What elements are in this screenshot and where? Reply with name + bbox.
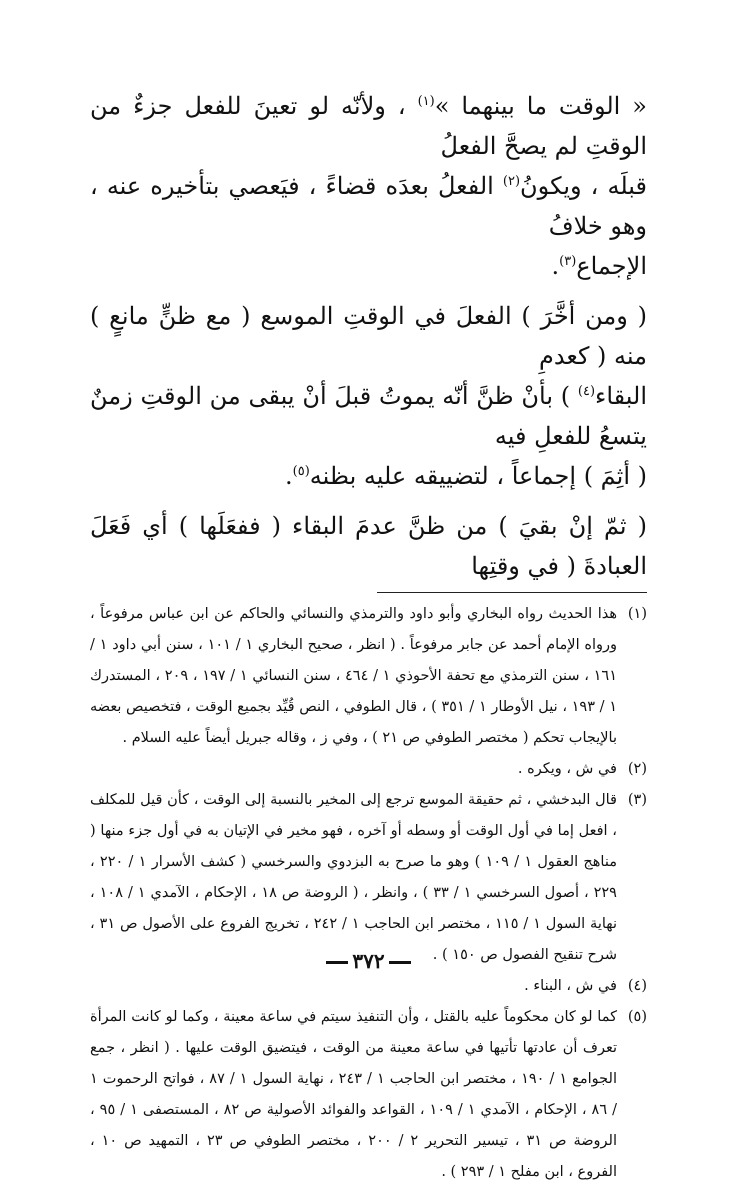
footnote-number: (٤) [627,978,647,994]
main-line: ( ومن أخَّرَ ) الفعلَ في الوقتِ الموسع ( مع ظنٍّ مانعٍ ) منه ( كعدمِ [90,302,647,370]
footnote-separator [377,592,647,593]
footnote [90,785,647,971]
main-line: البقاء$^{(٤)}$ ) بأنْ ظنَّ أنّه يموتُ قبلَ أنْ يبقى من الوقتِ زمنٌ يتسعُ للفعلِ فيه [90,382,647,450]
footnote-ref: (٤) [577,384,596,399]
footnote-text: كما لو كان محكوماً عليه بالقتل ، وأن التنفيذ سيتم في ساعة معينة ، وكما لو كانت المرأة تعرف أن عادتها تأتيها في ساعة معينة من الوقت ، فيتضيق الوقت عليها . ( انظر ، جمع الجوامع ١ / ١٩٠ ، مختصر ابن الحاجب ١ / ٢٤٣ ، نهاية السول ١ / ٨٧ ، فواتح الرحموت ١ / ٨٦ ، الإحكام ، الآمدي ١ / ١٠٩ ، القواعد والفوائد الأصولية ص ٨٢ ، المستصفى ١ / ٩٥ ، الروضة ص ٣١ ، تيسير التحرير ٢ / ٢٠٠ ، مختصر الطوفي ص ٢٣ ، التمهيد ص ١٠ ، الفروع ، ابن مفلح ١ / ٢٩٣ ) . [90,1009,618,1180]
main-line: الإجماع$^{(٣)}$. [551,252,647,280]
main-line: قبلَه ، ويكونُ$^{(٢)}$ الفعلُ بعدَه قضاءً ، فيَعصي بتأخيره عنه ، وهو خلافُ [90,172,648,240]
footnote-text: قال البدخشي ، ثم حقيقة الموسع ترجع إلى المخير بالنسبة إلى الوقت ، كأن قيل للمكلف ، افعل إما في أول الوقت أو وسطه أو آخره ، فهو مخير في الإتيان به في أول جزء منها ( مناهج العقول ١ / ١٠٩ ) وهو ما صرح به البزدوي والسرخسي ( كشف الأسرار ١ / ٢٢٠ ، ٢٢٩ ، أصول السرخسي ١ / ٣٣ ) ، وانظر ، ( الروضة ص ١٨ ، الإحكام ، الآمدي ١ / ١٠٨ ، نهاية السول ١ / ١١٥ ، مختصر ابن الحاجب ١ / ٢٤٢ ، تخريج الفروع على الأصول ص ٣١ ، شرح تنقيح الفصول ص ١٥٠ ) . [90,792,617,963]
footnote-number: (١) [627,606,647,622]
page-number: ٣٧٢ [0,949,737,973]
footnote-number: (٥) [627,1009,647,1025]
footnote-ref: (١) [417,94,435,109]
main-line: ( أثِمَ ) إجماعاً ، لتضييقه عليه بظنه$^{(٥)}$. [284,462,647,490]
page-number-dash [326,961,348,964]
footnote [90,754,647,785]
main-line: ( ثمّ إنْ بقيَ ) من ظنَّ عدمَ البقاء ( ففعَلَها ) أي فَعَلَ العبادةَ ( في وقتِها [90,512,647,580]
footnote-ref: (٢) [502,174,521,189]
footnote-text: هذا الحديث رواه البخاري وأبو داود والترمذي والنسائي والحاكم عن ابن عباس مرفوعاً ، ورواه الإمام أحمد عن جابر مرفوعاً . ( انظر ، صحيح البخاري ١ / ١٠١ ، سنن أبي داود ١ / ١٦١ ، سنن الترمذي مع تحفة الأحوذي ١ / ٤٦٤ ، سنن النسائي ١ / ١٩٧ ، ٢٠٩ ، المستدرك ١ / ١٩٣ ، نيل الأوطار ١ / ٣٥١ ) ، قال الطوفي ، النص قُيِّد بجميع الوقت ، فتخصيص بعضه بالإيجاب تحكم ( مختصر الطوفي ص ٢١ ) ، وفي ز ، وقاله جبريل أيضاً عليه السلام . [90,606,618,746]
footnotes [90,599,647,1188]
main-line: « الوقت ما بينهما »$^{(١)}$ ، ولأنّه لو تعينَ للفعل جزءٌ من الوقتِ لم يصحَّ الفعلُ [90,92,647,160]
footnote-text: في ش ، البناء . [524,978,617,994]
main-text [90,86,647,586]
footnote-number: (٢) [627,761,647,777]
footnote-ref: (٣) [559,254,577,269]
footnote [90,971,647,1002]
page-number-dash [389,961,411,964]
footnote [90,1002,647,1188]
footnote [90,599,647,754]
footnote-number: (٣) [627,792,647,808]
footnote-ref: (٥) [292,464,310,479]
footnote-text: في ش ، ويكره . [517,761,617,777]
